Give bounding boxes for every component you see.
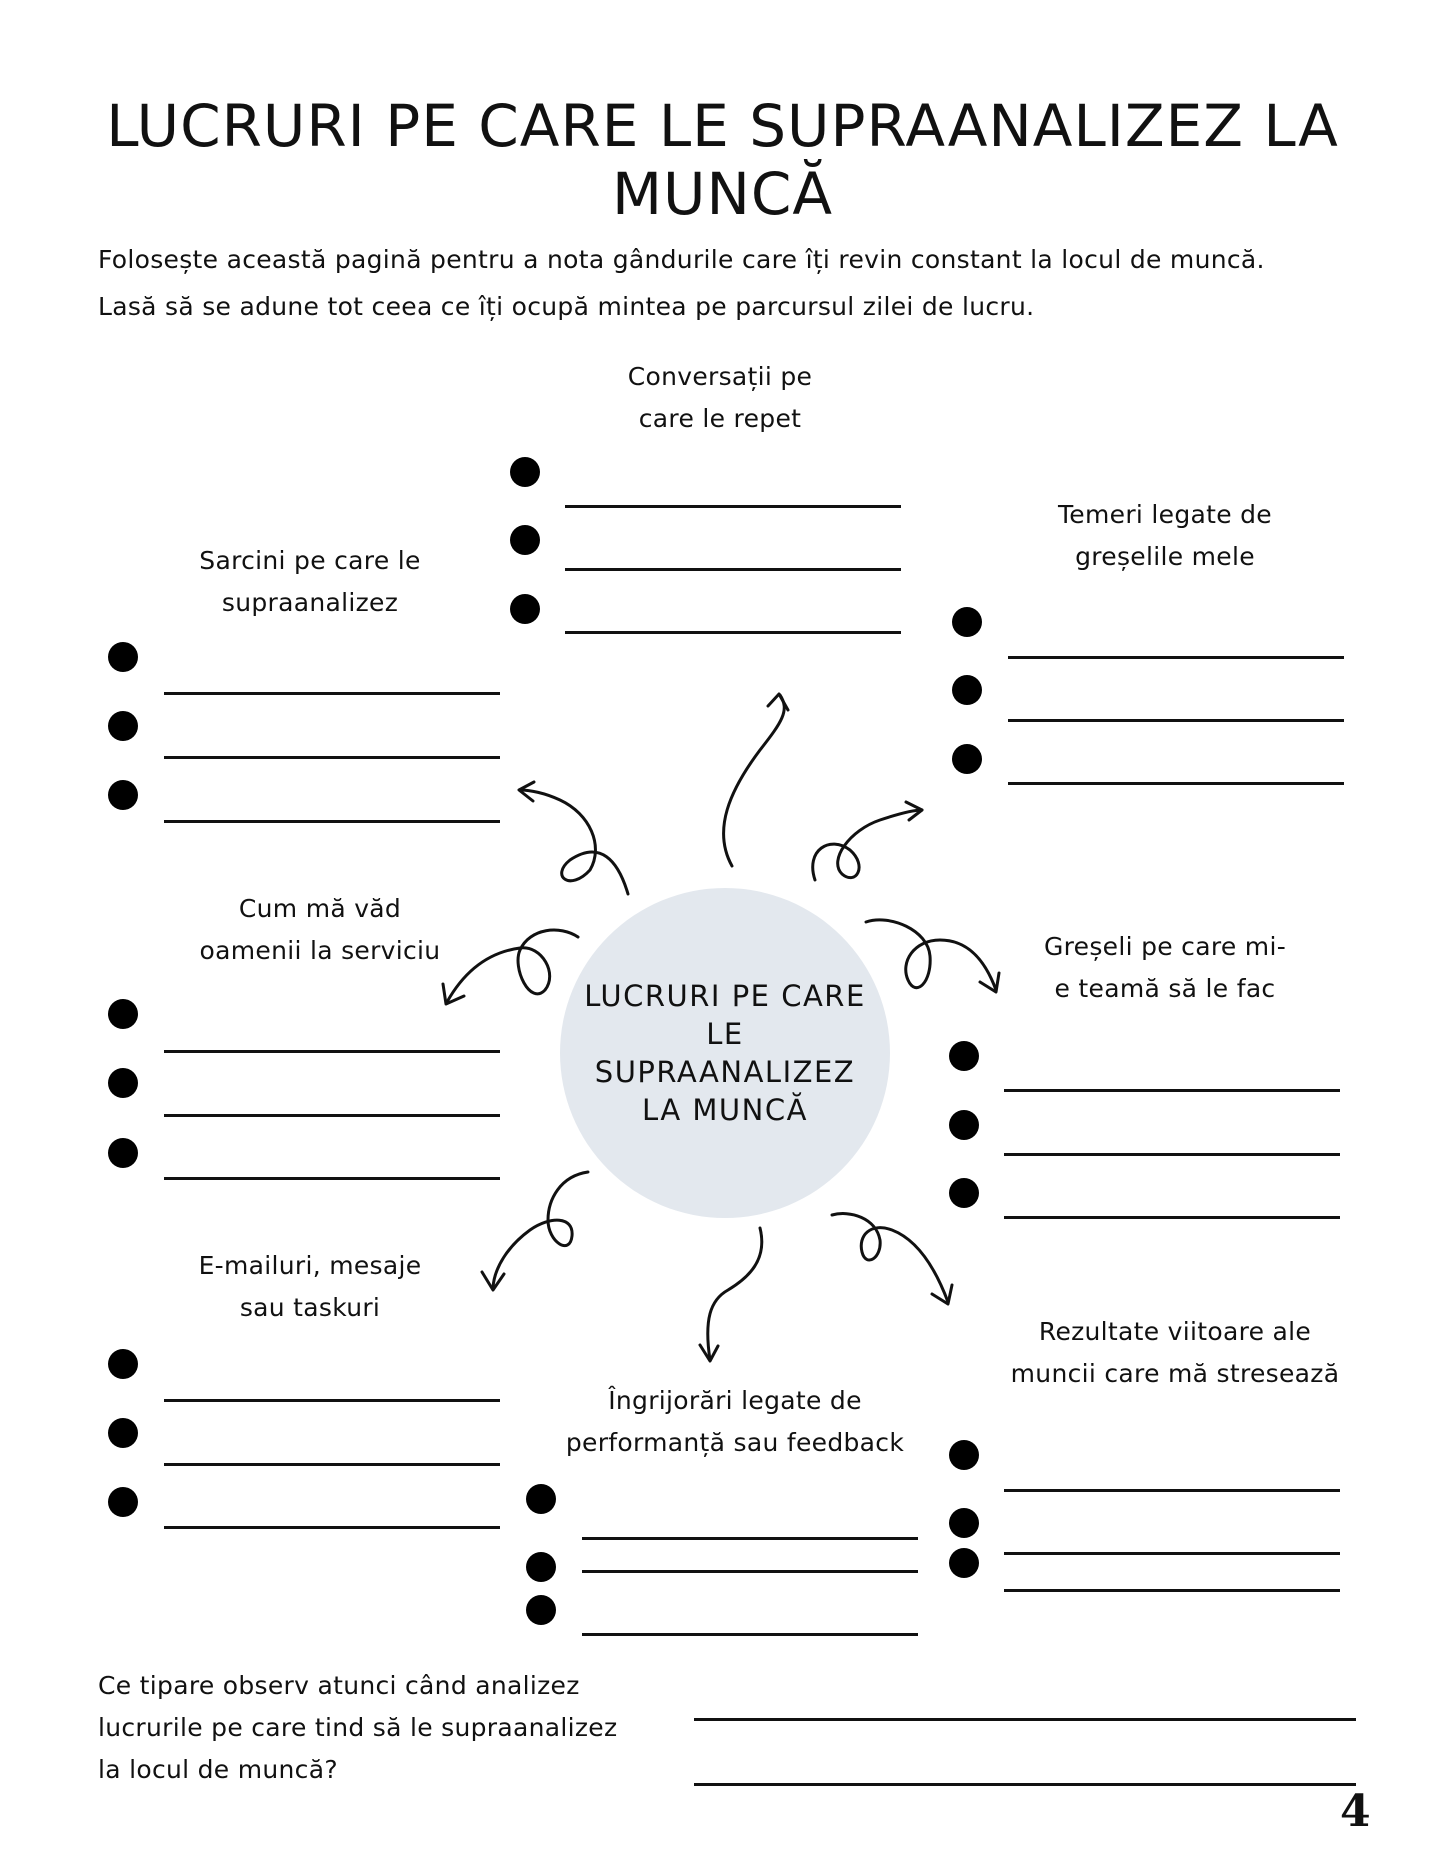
bullet-dot [949, 1178, 979, 1208]
answer-line[interactable] [565, 568, 901, 571]
curly-arrow-icon [519, 782, 628, 894]
center-circle [560, 888, 890, 1218]
bullet-dot [108, 999, 138, 1029]
bullet-dot [108, 1068, 138, 1098]
center-label: LUCRURI PE CARE LE SUPRAANALIZEZ LA MUNCĂ [584, 979, 866, 1127]
bullet-dot [949, 1440, 979, 1470]
section-label-greseli: Greșeli pe care mi- e teamă să le fac [1043, 932, 1287, 1003]
answer-line[interactable] [164, 1463, 500, 1466]
reflection-answer-line[interactable] [694, 1783, 1356, 1786]
page-title: LUCRURI PE CARE LE SUPRAANALIZEZ LA MUNCĂ [106, 92, 1339, 228]
bullet-dot [526, 1484, 556, 1514]
intro-text [98, 236, 1358, 330]
curly-arrow-icon [443, 930, 578, 1004]
answer-line[interactable] [164, 1399, 500, 1402]
answer-line[interactable] [164, 692, 500, 695]
section-label-emailuri: E-mailuri, mesaje sau taskuri [198, 1251, 422, 1322]
answer-line[interactable] [565, 631, 901, 634]
section-label-oameni: Cum mă văd oamenii la serviciu [199, 894, 441, 965]
answer-line[interactable] [582, 1570, 918, 1573]
answer-line[interactable] [164, 820, 500, 823]
bullet-dot [108, 642, 138, 672]
bullet-dot [510, 594, 540, 624]
bullet-dot [108, 711, 138, 741]
answer-line[interactable] [582, 1633, 918, 1636]
curly-arrow-icon [866, 920, 999, 992]
answer-line[interactable] [1004, 1089, 1340, 1092]
bullet-dot [108, 1418, 138, 1448]
bullet-dot [510, 457, 540, 487]
bullet-dot [952, 675, 982, 705]
answer-line[interactable] [1008, 656, 1344, 659]
bullet-dot [952, 607, 982, 637]
answer-line[interactable] [582, 1537, 918, 1540]
section-label-ingrijorari: Îngrijorări legate de performanță sau feedback [565, 1386, 905, 1457]
answer-line[interactable] [1004, 1552, 1340, 1555]
answer-line[interactable] [1004, 1153, 1340, 1156]
reflection-question: Ce tipare observ atunci când analizez lucrurile pe care tind să le supraanalizez la locul de muncă? [98, 1671, 618, 1784]
bullet-dot [108, 1487, 138, 1517]
answer-line[interactable] [164, 1050, 500, 1053]
answer-line[interactable] [164, 1114, 500, 1117]
answer-line[interactable] [1004, 1589, 1340, 1592]
answer-line[interactable] [1004, 1489, 1340, 1492]
page-number: 4 [1340, 1786, 1371, 1837]
section-label-rezultate: Rezultate viitoare ale muncii care mă stresează [1010, 1317, 1340, 1388]
bullet-dot [526, 1595, 556, 1625]
answer-line[interactable] [1008, 782, 1344, 785]
curly-arrow-icon [813, 802, 922, 880]
bullet-dot [949, 1508, 979, 1538]
section-label-temeri: Temeri legate de greșelile mele [1057, 500, 1272, 571]
answer-line[interactable] [164, 756, 500, 759]
curly-arrow-icon [482, 1172, 588, 1290]
bullet-dot [108, 780, 138, 810]
curly-arrow-icon [724, 694, 788, 866]
answer-line[interactable] [565, 505, 901, 508]
answer-line[interactable] [1004, 1216, 1340, 1219]
bullet-dot [949, 1110, 979, 1140]
answer-line[interactable] [164, 1177, 500, 1180]
bullet-dot [949, 1041, 979, 1071]
reflection-answer-line[interactable] [694, 1718, 1356, 1721]
bullet-dot [949, 1548, 979, 1578]
curly-arrow-icon [700, 1228, 762, 1361]
bullet-dot [108, 1349, 138, 1379]
bullet-dot [108, 1138, 138, 1168]
answer-line[interactable] [1008, 719, 1344, 722]
section-label-conversatii: Conversații pe care le repet [627, 362, 813, 433]
bullet-dot [526, 1552, 556, 1582]
bullet-dot [952, 744, 982, 774]
curly-arrow-icon [832, 1214, 952, 1304]
section-label-sarcini: Sarcini pe care le supraanalizez [199, 546, 421, 617]
intro-line-1: Folosește această pagină pentru a nota gândurile care îți revin constant la locul de muncă. [98, 245, 1265, 274]
intro-line-2: Lasă să se adune tot ceea ce îți ocupă mintea pe parcursul zilei de lucru. [98, 292, 1035, 321]
answer-line[interactable] [164, 1526, 500, 1529]
bullet-dot [510, 525, 540, 555]
